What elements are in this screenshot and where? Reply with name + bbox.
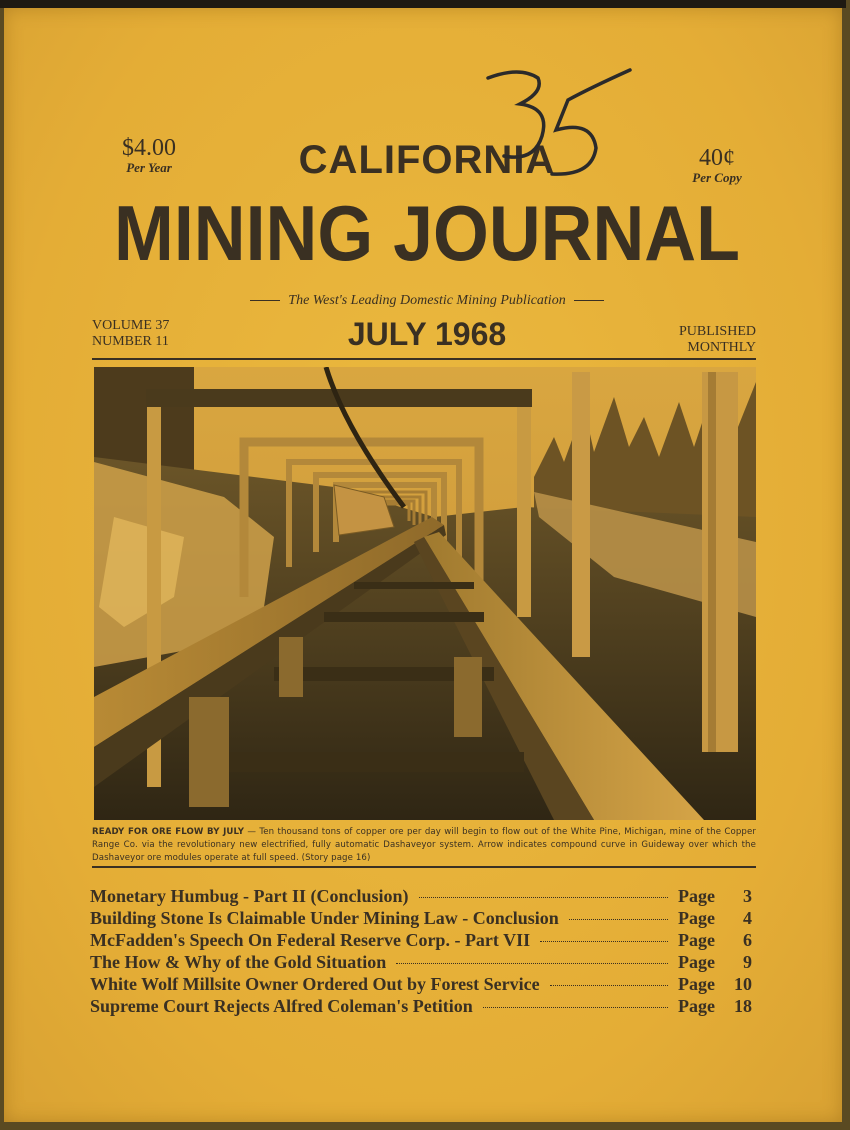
toc-leader: [483, 1007, 668, 1008]
toc-page-number: 4: [743, 908, 752, 928]
cover-photo-dashaveyor: [94, 367, 756, 820]
toc-page-number: 10: [734, 974, 752, 994]
toc-rule: [92, 866, 756, 868]
magazine-cover: [4, 8, 842, 1122]
toc-leader: [550, 985, 668, 986]
toc-leader: [396, 963, 668, 964]
top-edge-shadow: [0, 0, 846, 8]
toc-row: [90, 930, 752, 952]
published-block: [654, 324, 756, 356]
issue-date: JULY 1968: [347, 316, 507, 352]
toc-title: Supreme Court Rejects Alfred Coleman's Petition: [90, 996, 473, 1016]
toc-page-number: 18: [734, 996, 752, 1016]
toc-row: [90, 952, 752, 974]
price-per-copy-label: Per Copy: [692, 170, 742, 185]
caption-text: — Ten thousand tons of copper ore per day will begin to flow out of the White Pine, Michigan, mine of the Copper Range Co. via the revolutionary new electrified, fully automatic Dashaveyor system. Arrow indicates compound curve in Guideway over which the Dashaveyor ore modules operate at full speed. (Story page 16): [92, 827, 756, 863]
published-line2: MONTHLY: [687, 340, 756, 355]
toc-leader: [419, 897, 669, 898]
tagline-text: The West's Leading Domestic Mining Publication: [288, 293, 566, 308]
caption-lead: READY FOR ORE FLOW BY JULY: [92, 827, 245, 837]
toc-title: The How & Why of the Gold Situation: [90, 952, 387, 972]
price-per-copy-amount: 40¢: [699, 145, 735, 171]
toc-page-label: Page: [678, 886, 715, 906]
price-per-year-label: Per Year: [126, 160, 172, 175]
masthead-title: MINING JOURNAL: [114, 189, 740, 277]
toc-title: Monetary Humbug - Part II (Conclusion): [90, 886, 409, 906]
table-of-contents: [90, 886, 752, 1018]
toc-page-label: Page: [678, 908, 715, 928]
handwritten-price-note: [480, 64, 640, 194]
toc-page-label: Page: [678, 996, 715, 1016]
toc-page-label: Page: [678, 974, 715, 994]
price-per-year-amount: $4.00: [122, 135, 176, 161]
toc-title: Building Stone Is Claimable Under Mining Law - Conclusion: [90, 908, 559, 928]
tagline-dash-right: [574, 300, 604, 301]
toc-row: [90, 996, 752, 1018]
price-per-copy: [672, 146, 762, 186]
toc-title: White Wolf Millsite Owner Ordered Out by Forest Service: [90, 974, 540, 994]
volume-label: VOLUME 37: [92, 318, 170, 333]
toc-page-number: 6: [743, 930, 752, 950]
photo-caption: [92, 826, 756, 865]
number-label: NUMBER 11: [92, 334, 169, 349]
toc-row: [90, 974, 752, 996]
toc-row: [90, 886, 752, 908]
tagline-dash-left: [250, 300, 280, 301]
published-line1: PUBLISHED: [678, 324, 756, 339]
toc-page-label: Page: [678, 952, 715, 972]
toc-page-number: 9: [743, 952, 752, 972]
toc-leader: [569, 919, 668, 920]
masthead-california: CALIFORNIA: [298, 138, 556, 182]
toc-title: McFadden's Speech On Federal Reserve Corp. - Part VII: [90, 930, 531, 950]
header-rule: [92, 358, 756, 360]
toc-leader: [540, 941, 668, 942]
tagline: [4, 293, 850, 309]
toc-row: [90, 908, 752, 930]
toc-page-number: 3: [743, 886, 752, 906]
toc-page-label: Page: [678, 930, 715, 950]
